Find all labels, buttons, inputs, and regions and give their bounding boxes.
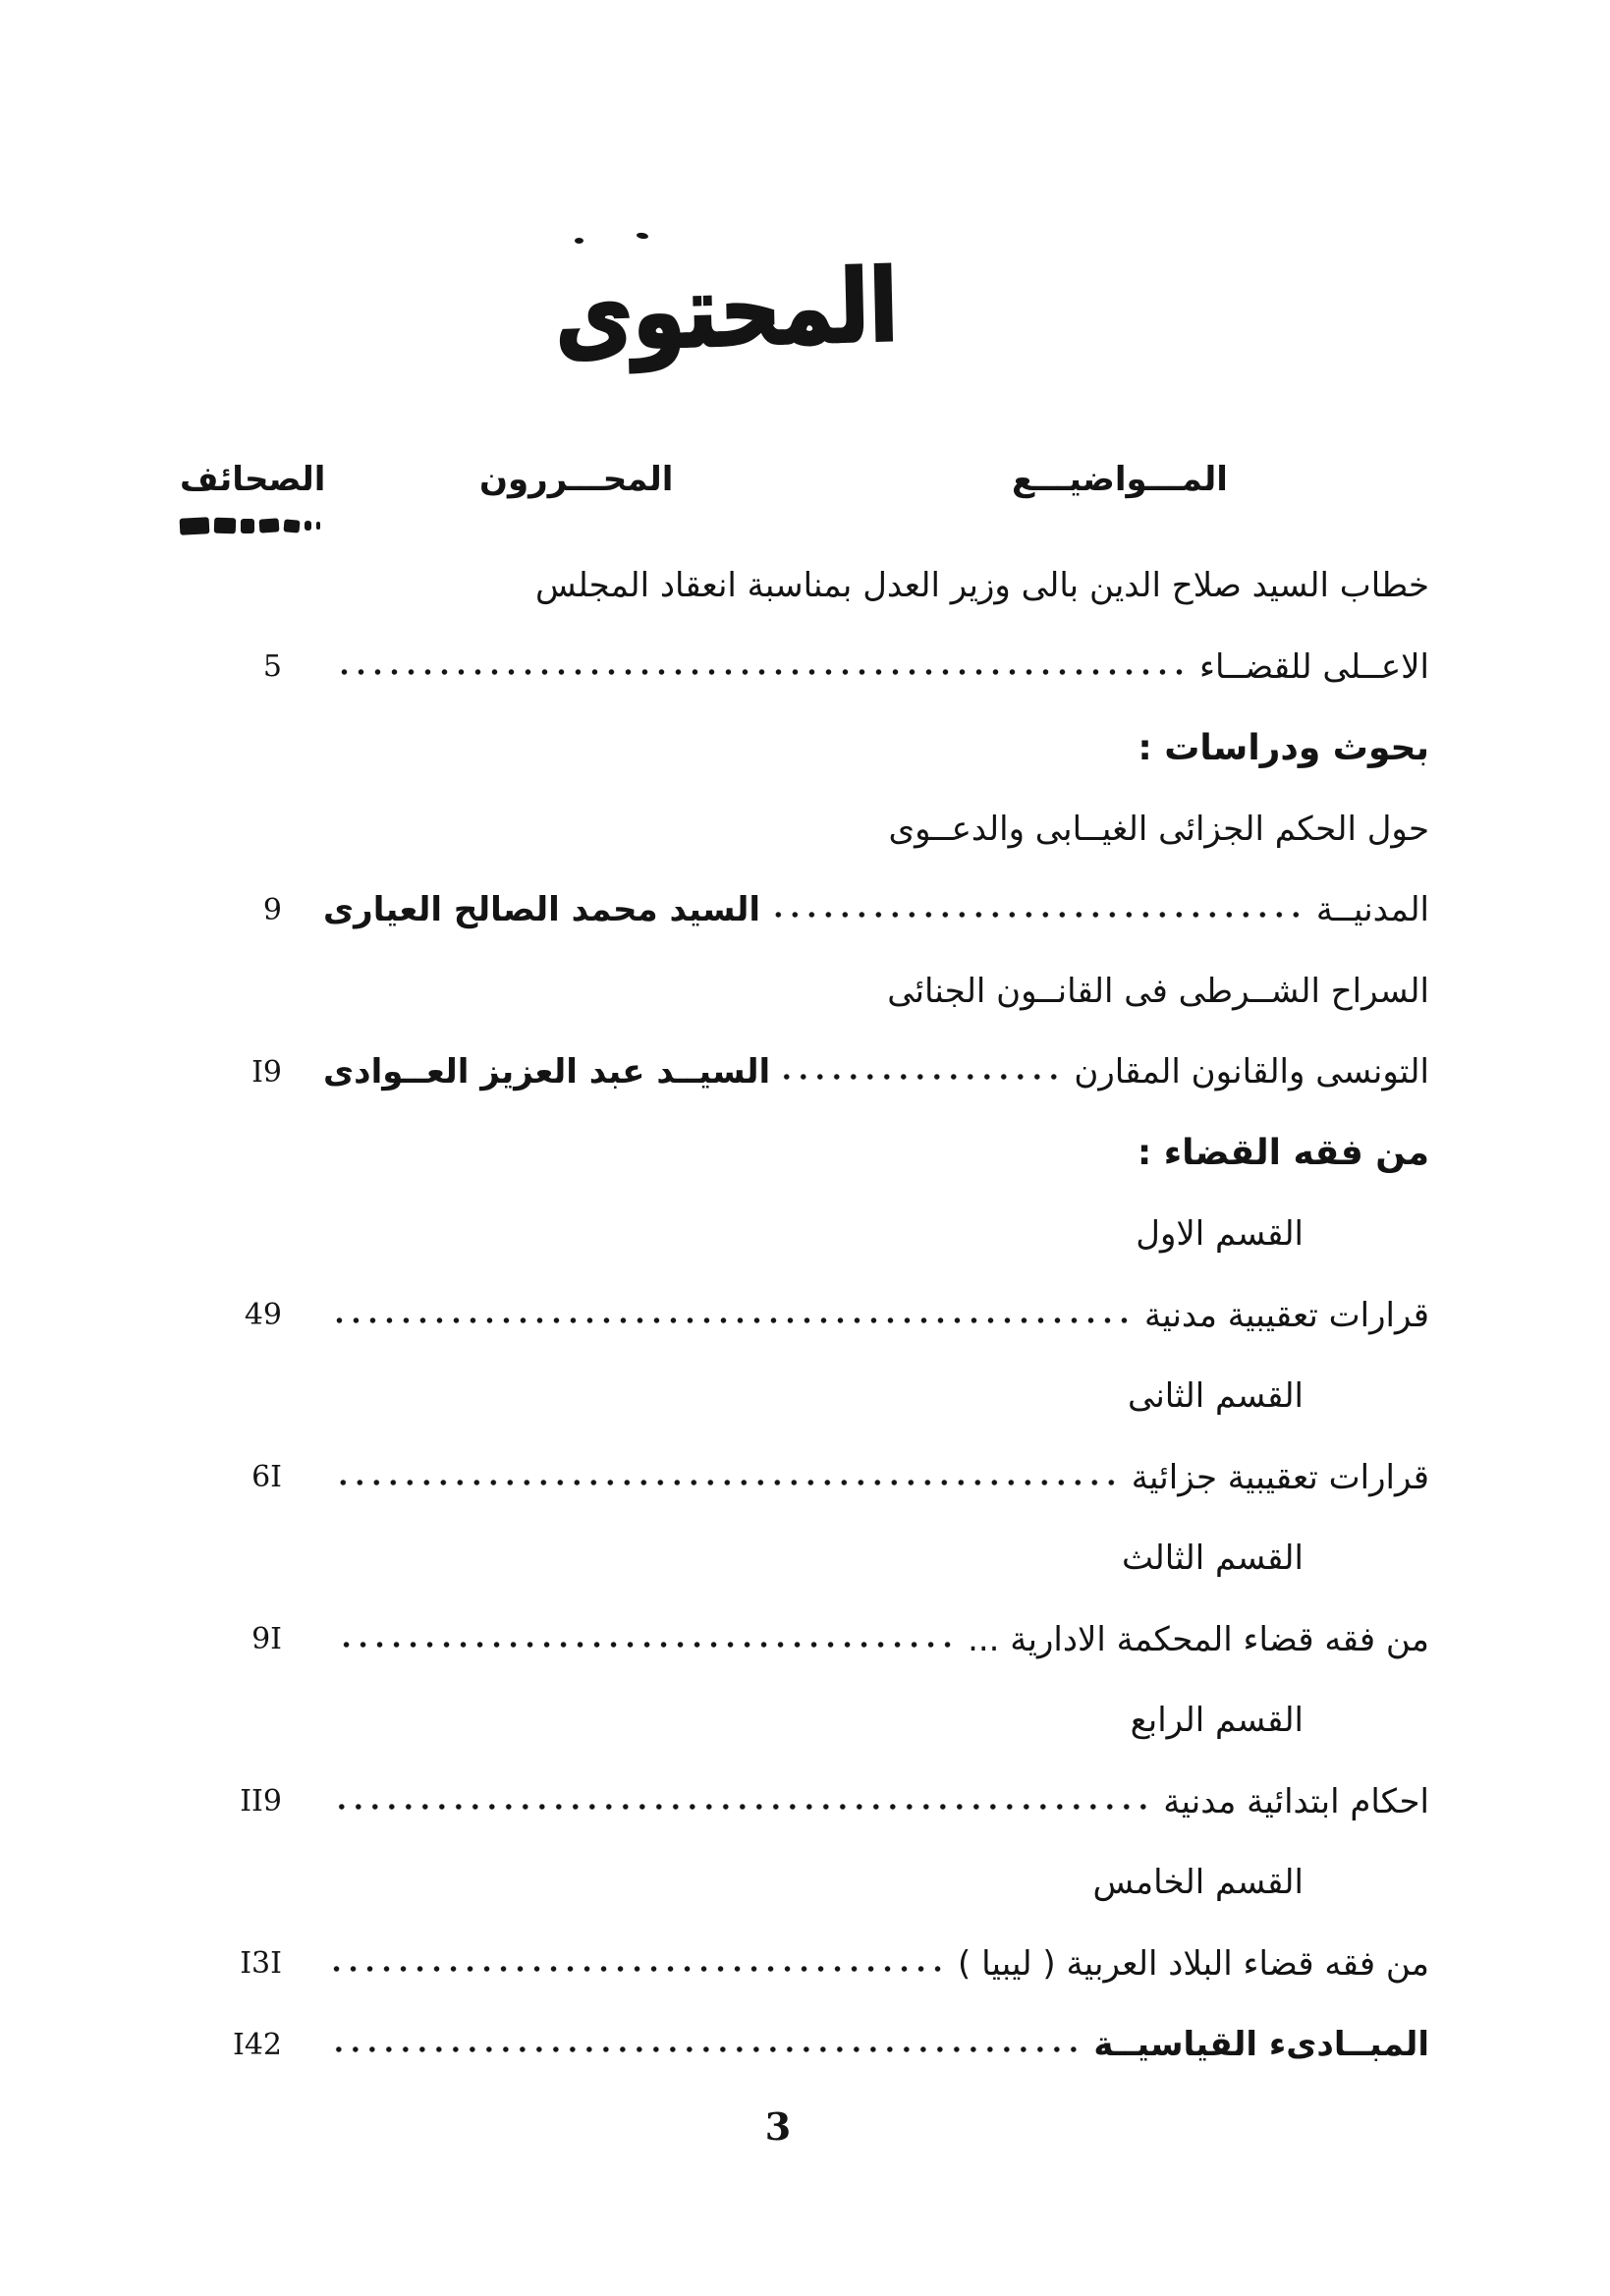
toc-page-number: I42 bbox=[232, 2027, 282, 2062]
column-header-editors: المحـــررون bbox=[479, 460, 674, 499]
toc-author: السيــد عبد العزيز العــوادى bbox=[323, 1052, 771, 1092]
toc-item-title: القسم الخامس bbox=[1092, 1863, 1304, 1902]
column-header-topics: المـــواضيـــع bbox=[1012, 460, 1228, 499]
toc-author: السيد محمد الصالح العيارى bbox=[323, 890, 760, 929]
toc-part-label bbox=[211, 1857, 1304, 1908]
dot-leader bbox=[780, 1071, 1062, 1083]
toc-item-title: القسم الاول bbox=[1136, 1214, 1304, 1254]
toc-text-line bbox=[211, 966, 1429, 1017]
dot-leader bbox=[770, 909, 1305, 921]
dot-leader bbox=[333, 1639, 956, 1651]
toc-part-label bbox=[211, 1371, 1304, 1422]
toc-page-number: I3I bbox=[240, 1946, 282, 1981]
toc-item-title: المبــادىء القياسيــة bbox=[1093, 2025, 1429, 2064]
toc-item-title: المدنيــة bbox=[1315, 890, 1429, 929]
toc-item-title: القسم الثالث bbox=[1122, 1539, 1304, 1578]
toc-page-number: 9I bbox=[251, 1622, 282, 1656]
toc-page-number: I9 bbox=[251, 1054, 282, 1090]
toc-entry bbox=[211, 1614, 1429, 1665]
toc-entry bbox=[211, 2019, 1429, 2070]
toc-entry bbox=[211, 1452, 1429, 1503]
toc-section-heading bbox=[211, 722, 1429, 773]
toc-entry bbox=[211, 1290, 1429, 1341]
page-title-wrap bbox=[545, 208, 909, 415]
toc-entry bbox=[211, 1938, 1429, 1989]
toc-entry bbox=[211, 884, 1429, 935]
toc-item-title: خطاب السيد صلاح الدين بالى وزير العدل بمناسبة انعقاد المجلس bbox=[535, 566, 1429, 605]
toc-text-line bbox=[211, 560, 1429, 611]
page-title: المحتوى bbox=[554, 248, 900, 375]
toc-item-title: التونسى والقانون المقارن bbox=[1074, 1052, 1429, 1092]
toc-item-title: احكام ابتدائية مدنية bbox=[1163, 1781, 1429, 1821]
toc-page-number: 6I bbox=[251, 1460, 282, 1494]
toc-page-number: II9 bbox=[240, 1784, 282, 1819]
toc-part-label bbox=[211, 1695, 1304, 1746]
ink-smudge bbox=[180, 515, 361, 536]
toc-part-label bbox=[211, 1533, 1304, 1584]
toc-item-title: من فقه قضاء البلاد العربية ( ليبيا ) bbox=[958, 1943, 1429, 1984]
toc-page-number: 5 bbox=[262, 649, 282, 684]
toc-rows bbox=[211, 560, 1429, 2070]
toc-section-heading bbox=[211, 1128, 1429, 1179]
column-header-pages: الصحائف bbox=[180, 460, 326, 499]
toc-item-title: قرارات تعقيبية جزائية bbox=[1131, 1457, 1429, 1497]
dot-leader bbox=[333, 1963, 946, 1975]
toc-entry bbox=[211, 1776, 1429, 1827]
dot-leader bbox=[333, 666, 1188, 678]
toc-item-title: حول الحكم الجزائى الغيــابى والدعــوى bbox=[888, 809, 1429, 849]
toc-item-title: قرارات تعقيبية مدنية bbox=[1143, 1295, 1429, 1335]
toc-page-number: 49 bbox=[244, 1298, 282, 1332]
toc-item-title: السراح الشــرطى فى القانــون الجنائى bbox=[887, 971, 1429, 1011]
toc-entry bbox=[211, 642, 1429, 693]
dot-leader bbox=[333, 1315, 1133, 1326]
toc-part-label bbox=[211, 1208, 1304, 1260]
toc-item-title: بحوث ودراسات : bbox=[1138, 727, 1429, 768]
toc-text-line bbox=[211, 804, 1429, 855]
dot-leader bbox=[333, 1477, 1120, 1488]
toc-item-title: الاعــلى للقضــاء bbox=[1198, 646, 1429, 687]
toc-item-title: من فقه القضاء : bbox=[1137, 1133, 1429, 1173]
dot-leader bbox=[333, 1801, 1151, 1813]
toc-item-title: من فقه قضاء المحكمة الادارية ... bbox=[968, 1619, 1429, 1659]
toc-entry bbox=[211, 1046, 1429, 1097]
footer-page-number: 3 bbox=[764, 2104, 792, 2149]
toc-page-number: 9 bbox=[262, 892, 282, 927]
toc-item-title: القسم الثانى bbox=[1128, 1376, 1304, 1416]
toc-item-title: القسم الرابع bbox=[1130, 1701, 1304, 1740]
dot-leader bbox=[333, 2044, 1082, 2055]
